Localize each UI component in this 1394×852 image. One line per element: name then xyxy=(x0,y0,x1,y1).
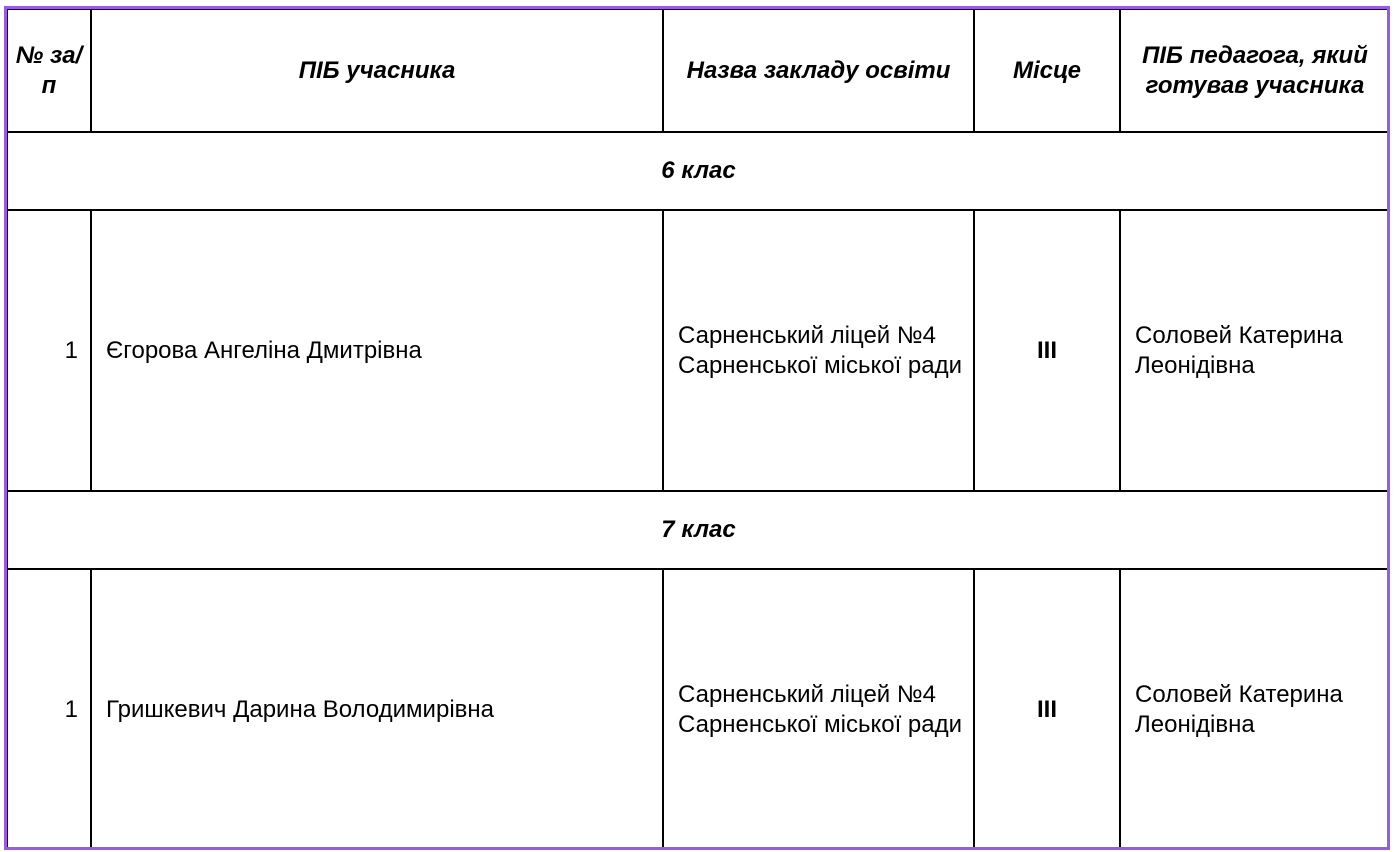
header-school: Назва закладу освіти xyxy=(663,9,974,132)
section-title: 7 клас xyxy=(7,491,1390,569)
place-value: ІІІ xyxy=(974,210,1120,491)
place-value: ІІІ xyxy=(974,569,1120,850)
header-num: № за/п xyxy=(7,9,91,132)
participant-name: Єгорова Ангеліна Дмитрівна xyxy=(91,210,663,491)
document-frame xyxy=(4,6,1390,850)
header-teacher: ПІБ педагога, який готував учасника xyxy=(1120,9,1390,132)
teacher-name: Соловей Катерина Леонідівна xyxy=(1120,569,1390,850)
table-header-row xyxy=(7,9,1390,132)
row-num: 1 xyxy=(7,210,91,491)
school-name: Сарненський ліцей №4 Сарненської міської ради xyxy=(663,569,974,850)
header-participant: ПІБ учасника xyxy=(91,9,663,132)
header-place: Місце xyxy=(974,9,1120,132)
row-num: 1 xyxy=(7,569,91,850)
teacher-name: Соловей Катерина Леонідівна xyxy=(1120,210,1390,491)
section-row-6 xyxy=(7,132,1390,210)
section-row-7 xyxy=(7,491,1390,569)
results-table xyxy=(6,8,1390,850)
table-row xyxy=(7,569,1390,850)
section-title: 6 клас xyxy=(7,132,1390,210)
school-name: Сарненський ліцей №4 Сарненської міської ради xyxy=(663,210,974,491)
table-row xyxy=(7,210,1390,491)
participant-name: Гришкевич Дарина Володимирівна xyxy=(91,569,663,850)
